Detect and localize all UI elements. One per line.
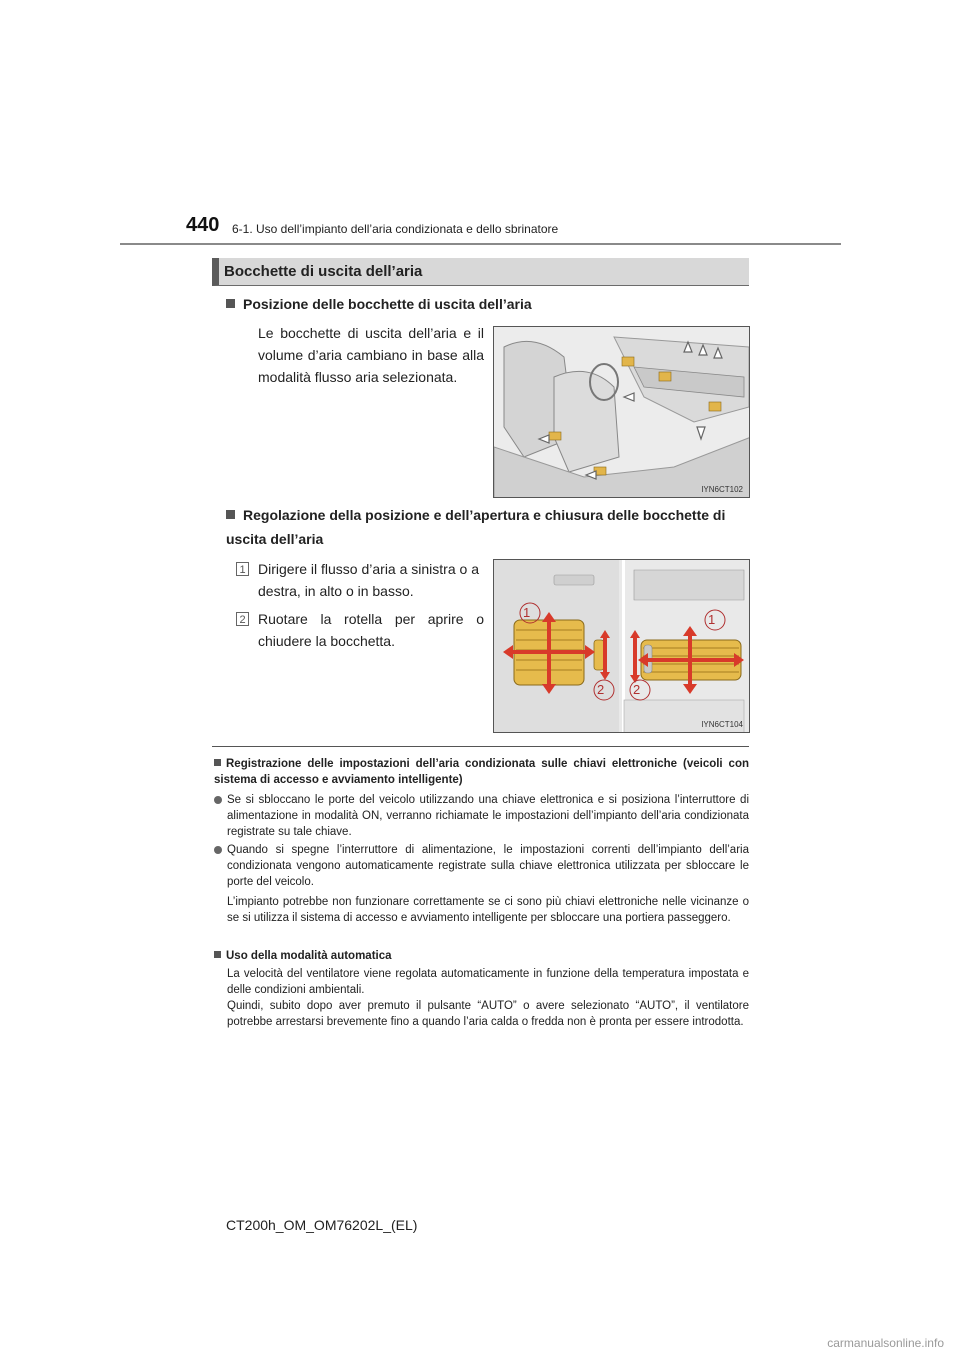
step-text: Ruotare la rotella per aprire o chiudere la bocchetta. (258, 611, 484, 649)
header-divider (120, 243, 841, 245)
note-bullet-1 (214, 792, 749, 840)
air-vent-figure (493, 559, 750, 733)
bullet-dot-icon (214, 796, 222, 804)
chapter-title: 6-1. Uso dell’impianto dell’aria condizionata e dello sbrinatore (232, 222, 559, 236)
auto-mode-title (214, 948, 749, 964)
registration-note-title (214, 756, 749, 788)
bullet-dot-icon (214, 846, 222, 854)
adjust-heading (226, 503, 750, 551)
air-vent-illustration (494, 560, 750, 733)
square-bullet-icon (214, 951, 221, 958)
registration-note-title-text: Registrazione delle impostazioni dell’aria condizionata sulle chiavi elettroniche (veicoli con sistema di accesso e avviamento intelligente) (214, 758, 749, 786)
step-text: Dirigere il flusso d’aria a sinistra o a destra, in alto o in basso. (258, 561, 479, 599)
step-number-badge: 1 (236, 562, 249, 576)
section-title: Bocchette di uscita dell’aria (224, 263, 423, 280)
step-number-badge: 2 (236, 612, 249, 626)
car-interior-figure (493, 326, 750, 498)
auto-mode-title-text: Uso della modalità automatica (226, 950, 392, 962)
square-bullet-icon (214, 759, 221, 766)
note-bullet-2 (214, 842, 749, 890)
auto-mode-text-1: La velocità del ventilatore viene regolata automaticamente in funzione della temperatura impostata e delle condizioni ambientali. (227, 968, 749, 996)
callout-1-right: 1 (708, 612, 716, 627)
note-bullet-2-text: Quando si spegne l’interruttore di alimentazione, le impostazioni correnti dell’impianto dell’aria condizionata vengono automaticamente registrate sulla chiave elettronica utilizzata per sbloccare le porte del veicolo. (227, 844, 749, 888)
auto-mode-text-2: Quindi, subito dopo aver premuto il pulsante “AUTO” o avere selezionato “AUTO”, il ventilatore potrebbe arrestarsi brevemente fino a quando l’aria calda o fredda non è pronta per essere introdotta. (227, 1000, 749, 1028)
square-bullet-icon (226, 510, 235, 519)
figure-code: IYN6CT104 (701, 720, 743, 729)
position-text: Le bocchette di uscita dell’aria e il volume d’aria cambiano in base alla modalità flusso aria selezionata. (258, 325, 484, 385)
watermark: carmanualsonline.info (827, 1336, 944, 1350)
square-bullet-icon (226, 299, 235, 308)
callout-2-left: 2 (597, 682, 605, 697)
adjust-heading-text: Regolazione della posizione e dell’apertura e chiusura delle bocchette di uscita dell’aria (226, 507, 726, 547)
position-heading-text: Posizione delle bocchette di uscita dell’aria (243, 296, 532, 312)
adjust-step-1 (236, 558, 486, 602)
figure-code: IYN6CT102 (701, 485, 743, 494)
notes-divider (212, 746, 749, 747)
callout-1-left: 1 (523, 605, 531, 620)
page-number: 440 (186, 214, 220, 236)
document-code: CT200h_OM_OM76202L_(EL) (226, 1217, 418, 1233)
note-bullet-1-text: Se si sbloccano le porte del veicolo utilizzando una chiave elettronica e si posiziona l’interruttore di alimentazione in modalità ON, verranno richiamate le impostazioni dell’impianto dell’aria condizionata registrate su tale chiave. (227, 794, 749, 838)
callout-2-right: 2 (633, 682, 641, 697)
position-heading (226, 292, 746, 316)
adjust-step-2 (236, 608, 486, 652)
car-interior-illustration (494, 327, 750, 498)
note-paragraph: L’impianto potrebbe non funzionare correttamente se ci sono più chiavi elettroniche nelle vicinanze o se si utilizza il sistema di accesso e avviamento intelligente per sbloccare una portiera passeggero. (227, 896, 749, 924)
